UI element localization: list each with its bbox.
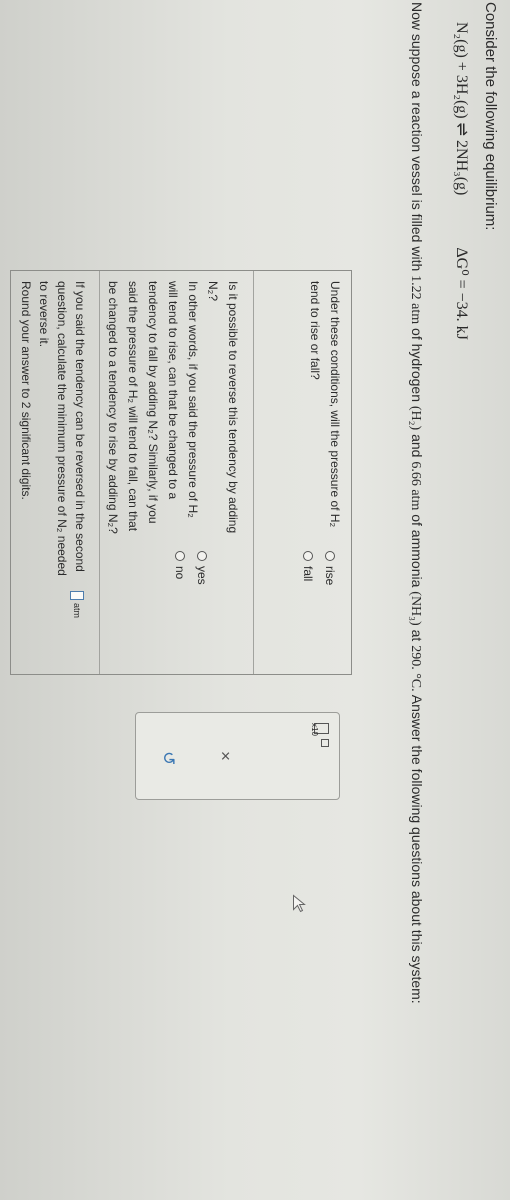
question-2-text: Is it possible to reverse this tendency by adding N₂? In other words, if you said the pressure of H₂ will tend to rise, can that be changed to a tendency to fall by adding N₂? Similarly, if you said the pressure of H₂ will tend to fall, can that be changed to a tendency to rise by adding N₂? bbox=[106, 281, 240, 534]
h2-formula: (H₂) bbox=[408, 405, 423, 431]
question-1 bbox=[253, 271, 351, 674]
x10-label: x10 bbox=[310, 723, 319, 736]
temperature: 290. °C. bbox=[408, 645, 423, 692]
option-yes[interactable]: yes bbox=[191, 551, 213, 585]
question-2-options bbox=[169, 551, 213, 585]
radio-icon[interactable] bbox=[325, 551, 335, 561]
clear-icon[interactable]: × bbox=[216, 751, 235, 761]
radio-icon[interactable] bbox=[197, 551, 207, 561]
undo-icon[interactable]: ↺ bbox=[159, 751, 178, 766]
question-table bbox=[10, 270, 352, 675]
option-fall[interactable]: fall bbox=[297, 551, 319, 585]
nh3-pressure: 6.66 atm bbox=[408, 461, 423, 511]
option-no[interactable]: no bbox=[169, 551, 191, 585]
problem-setup: Now suppose a reaction vessel is filled with 1.22 atm of hydrogen (H₂) and 6.66 atm of ammonia (NH₃) at 290. °C. Answer the following questions about this system: bbox=[408, 2, 425, 1004]
equilibrium-arrow: ⇌ bbox=[453, 122, 470, 137]
answer-toolbox bbox=[135, 712, 340, 800]
nh3-formula: (NH₃) bbox=[408, 591, 423, 626]
reactants: N₂(g) + 3H₂(g) bbox=[453, 22, 470, 119]
question-1-text: Under these conditions, will the pressure of H₂ tend to rise or fall? bbox=[308, 281, 342, 528]
h2-pressure: 1.22 atm bbox=[408, 275, 423, 325]
option-rise[interactable]: rise bbox=[319, 551, 341, 585]
question-3 bbox=[11, 271, 99, 674]
mouse-cursor-icon bbox=[293, 895, 307, 916]
scientific-notation-button[interactable] bbox=[310, 723, 329, 747]
question-3-text: If you said the tendency can be reversed in the second question, calculate the minimum pressure of N₂ needed to reverse it. Round your answer to 2 significant digits. bbox=[19, 281, 87, 576]
reaction-equation bbox=[452, 22, 472, 340]
radio-icon[interactable] bbox=[303, 551, 313, 561]
exponent-box-icon bbox=[321, 739, 329, 747]
pressure-answer-field[interactable] bbox=[70, 591, 84, 600]
products: 2NH₃(g) bbox=[453, 140, 470, 196]
pressure-answer bbox=[67, 591, 87, 618]
radio-icon[interactable] bbox=[175, 551, 185, 561]
question-1-options bbox=[297, 551, 341, 585]
intro-text: Consider the following equilibrium: bbox=[482, 2, 499, 231]
delta-g: ΔG⁰ = −34. kJ bbox=[453, 247, 470, 340]
question-2 bbox=[99, 271, 253, 674]
unit-label: atm bbox=[72, 603, 82, 619]
